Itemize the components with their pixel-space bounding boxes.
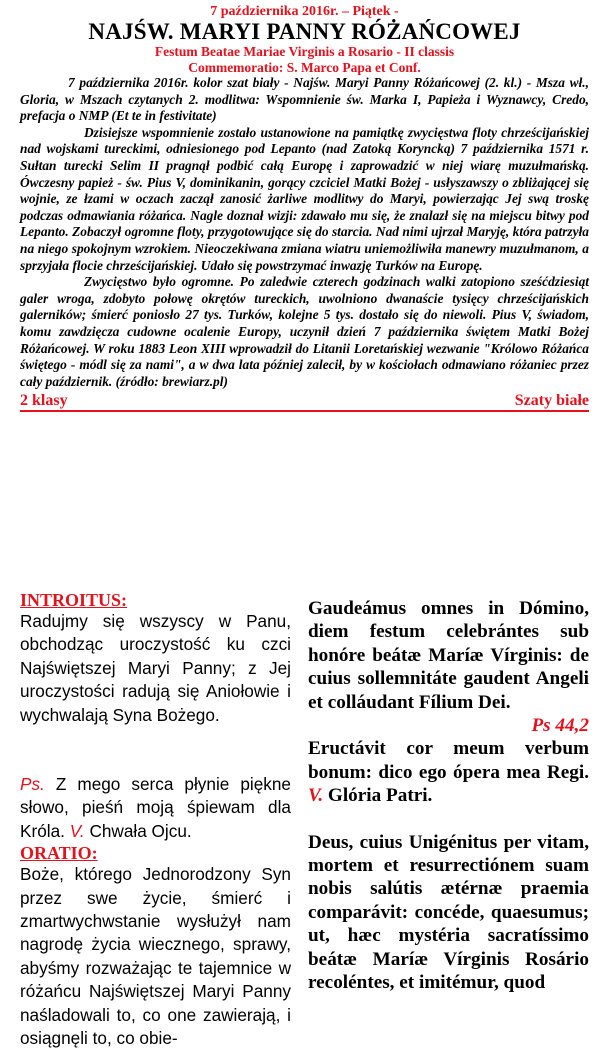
commemoratio-line: Commemoratio: S. Marco Papa et Conf. xyxy=(188,59,421,75)
psalm-polish xyxy=(20,773,291,843)
psalm-reference: Ps 44,2 xyxy=(531,715,589,737)
psalm-latin xyxy=(308,737,589,807)
liturgical-class: 2 klasy xyxy=(20,392,68,410)
polish-column xyxy=(20,590,291,1051)
psalm-mark: Ps. xyxy=(20,774,45,795)
psalm-polish-text: Z mego serca płynie piękne słowo, pieśń moją śpiewam dla Króla. xyxy=(20,774,291,841)
missal-page xyxy=(20,4,589,412)
class-vestment-bar xyxy=(20,392,589,412)
vestment-color: Szaty białe xyxy=(514,392,589,410)
feast-title: NAJŚW. MARYI PANNY RÓŻAŃCOWEJ xyxy=(88,19,521,44)
date-line: 7 października 2016r. – Piątek - xyxy=(210,4,399,19)
versicle-mark: V. xyxy=(69,820,85,841)
introitus-latin: Gaudeámus omnes in Dómino, diem festum celebrántes sub honóre beátæ Maríæ Vírginis: de cuius sollemnitáte gaudent Angeli et colláudant Fílium Dei. xyxy=(308,598,589,713)
introitus-heading: INTROITUS: xyxy=(20,590,128,610)
oratio-polish: Boże, którego Jednorodzony Syn przez swe życie, śmierć i zmartwychwstanie wysłużył nam nagrodę życia wiecznego, sprawy, abyśmy rozważając te tajemnice w różańcu Najświętszej Maryi Panny naśladowali to, co one zawierają, i osiągnęli to, co obie- xyxy=(20,864,291,1049)
festum-line: Festum Beatae Mariae Virginis a Rosario - II classis xyxy=(154,44,455,59)
gloria-latin: Glória Patri. xyxy=(327,785,433,807)
oratio-latin: Deus, cuius Unigénitus per vitam, mortem et resurrectiónem suam nobis salútis ætérnæ praemia comparávit: concéde, quaesumus; ut, hæc mystéria sacratíssimo beátæ Maríæ Vírginis Rosário recoléntes, et imitémur, quod xyxy=(308,831,589,994)
latin-column xyxy=(308,590,589,1051)
intro-paragraph-3: Zwycięstwo było ogromne. Po zaledwie czterech godzinach walki zatopiono sześćdziesiąt galer wroga, zdobyto połowę okrętów tureckich, uwolniono dwanaście tysięcy chrześcijańskich galerników; śmierć poniosło 27 tys. Turków, kolejne 5 tys. dostało się do niewoli. Pius V, świadom, komu zawdzięcza cudowne ocalenie Europy, uczynił dzień 7 października świętem Matki Bożej Różańcowej. W roku 1883 Leon XIII wprowadził do Litanii Loretańskiej wezwanie "Królowo Różańca świętego - módl się za nami", a w dwa lata później zalecił, by w kościołach odmawiano różaniec przez cały październik. (źródło: brewiarz.pl) xyxy=(20,274,589,389)
oratio-heading: ORATIO: xyxy=(20,843,98,864)
versicle-mark-latin: V. xyxy=(308,785,324,807)
intro-paragraph-1: 7 października 2016r. kolor szat biały - Najśw. Maryi Panny Różańcowej (2. kl.) - Msza wł., Gloria, w Mszach czytanych 2. modlitwa: Wspomnienie św. Marka I, Papieża i Wyznawcy, Credo, prefacja o NMP (Et te in festivitate) xyxy=(20,75,589,124)
intro-paragraph-2: Dzisiejsze wspomnienie zostało ustanowione na pamiątkę zwycięstwa floty chrześcijańskiej nad wojskami tureckimi, odniesionego pod Lepanto (nad Zatoką Koryncką) 7 października 1571 r. Sułtan turecki Selim II pragnął podbić całą Europę i zaprowadzić w niej wiarę muzułmańską. Ówczesny papież - św. Pius V, dominikanin, gorący czciciel Matki Bożej - usłyszawszy o zbliżającej się wojnie, ze łzami w oczach zaczął zanosić żarliwe modlitwy do Maryi, powierzając Jej swą troskę podczas odmawiania różańca. Nagle doznał wizji: zdawało mu się, że znalazł się na miejscu bitwy pod Lepanto. Zobaczył ogromne floty, przygotowujące się do starcia. Nad nimi ujrzał Maryję, która patrzyła na niego spokojnym wzrokiem. Nieoczekiwana zmiana wiatru uniemożliwiła manewry muzułmanom, a sprzyjała flocie chrześcijańskiej. Udało się powstrzymać inwazję Turków na Europę. xyxy=(20,124,589,273)
bilingual-columns xyxy=(20,590,589,1051)
introitus-polish: Radujmy się wszyscy w Panu, obchodząc uroczystość ku czci Najświętszej Maryi Panny; z Jej uroczystości radują się Aniołowie i wychwalają Syna Bożego. xyxy=(20,611,291,725)
spacer xyxy=(20,727,291,773)
psalm-latin-text: Eructávit cor meum verbum bonum: dico ego ópera mea Regi. xyxy=(308,738,589,783)
gloria-polish: Chwała Ojcu. xyxy=(89,820,192,841)
spacer xyxy=(308,808,589,831)
